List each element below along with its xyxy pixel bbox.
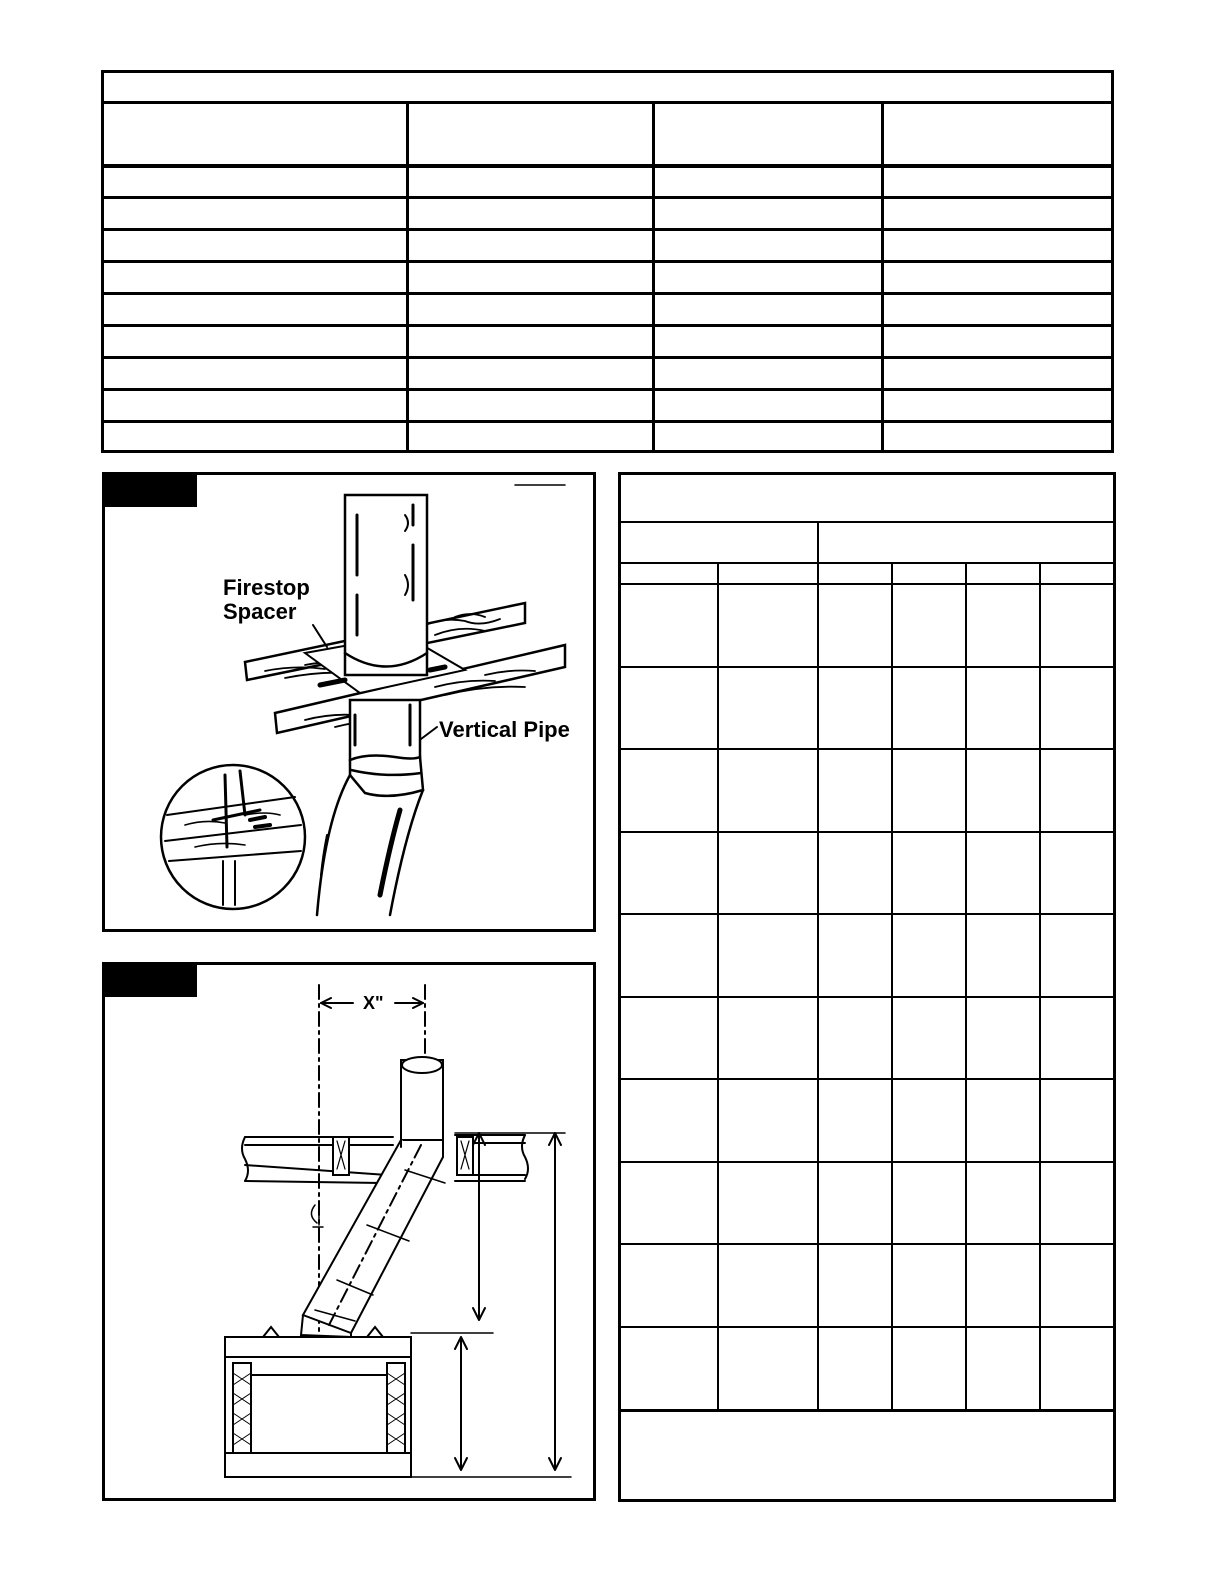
right-table-col-divider bbox=[1039, 563, 1041, 1409]
offset-pipe-illustration bbox=[105, 965, 593, 1498]
right-table-col-divider bbox=[891, 563, 893, 1409]
right-table-footer-divider bbox=[621, 1409, 1113, 1412]
top-table-row-divider bbox=[104, 260, 1111, 263]
top-table-row-divider bbox=[104, 292, 1111, 295]
right-table-col-divider bbox=[717, 563, 719, 1409]
top-table-col-divider bbox=[652, 101, 655, 450]
top-table-col-divider bbox=[406, 101, 409, 450]
top-table-row-divider bbox=[104, 324, 1111, 327]
top-table-header-divider bbox=[104, 164, 1111, 168]
firestop-label-line2: Spacer bbox=[223, 599, 297, 624]
offset-dimension-label: X" bbox=[363, 993, 384, 1013]
top-table-col-divider bbox=[881, 101, 884, 450]
figure-offset-pipe bbox=[102, 962, 596, 1501]
vertical-pipe-label: Vertical Pipe bbox=[439, 717, 570, 742]
top-table-title-divider bbox=[104, 101, 1111, 104]
firestop-illustration bbox=[105, 475, 593, 929]
top-table-row-divider bbox=[104, 228, 1111, 231]
top-table-row-divider bbox=[104, 356, 1111, 359]
top-table-row-divider bbox=[104, 420, 1111, 423]
figure-firestop-spacer bbox=[102, 472, 596, 932]
right-table-col-divider bbox=[965, 563, 967, 1409]
top-table bbox=[101, 70, 1114, 453]
right-table-group-col-divider bbox=[817, 522, 819, 1409]
top-table-row-divider bbox=[104, 196, 1111, 199]
firestop-label-line1: Firestop bbox=[223, 575, 310, 600]
top-table-row-divider bbox=[104, 388, 1111, 391]
right-table-title-divider bbox=[621, 521, 1113, 523]
right-table bbox=[618, 472, 1116, 1502]
